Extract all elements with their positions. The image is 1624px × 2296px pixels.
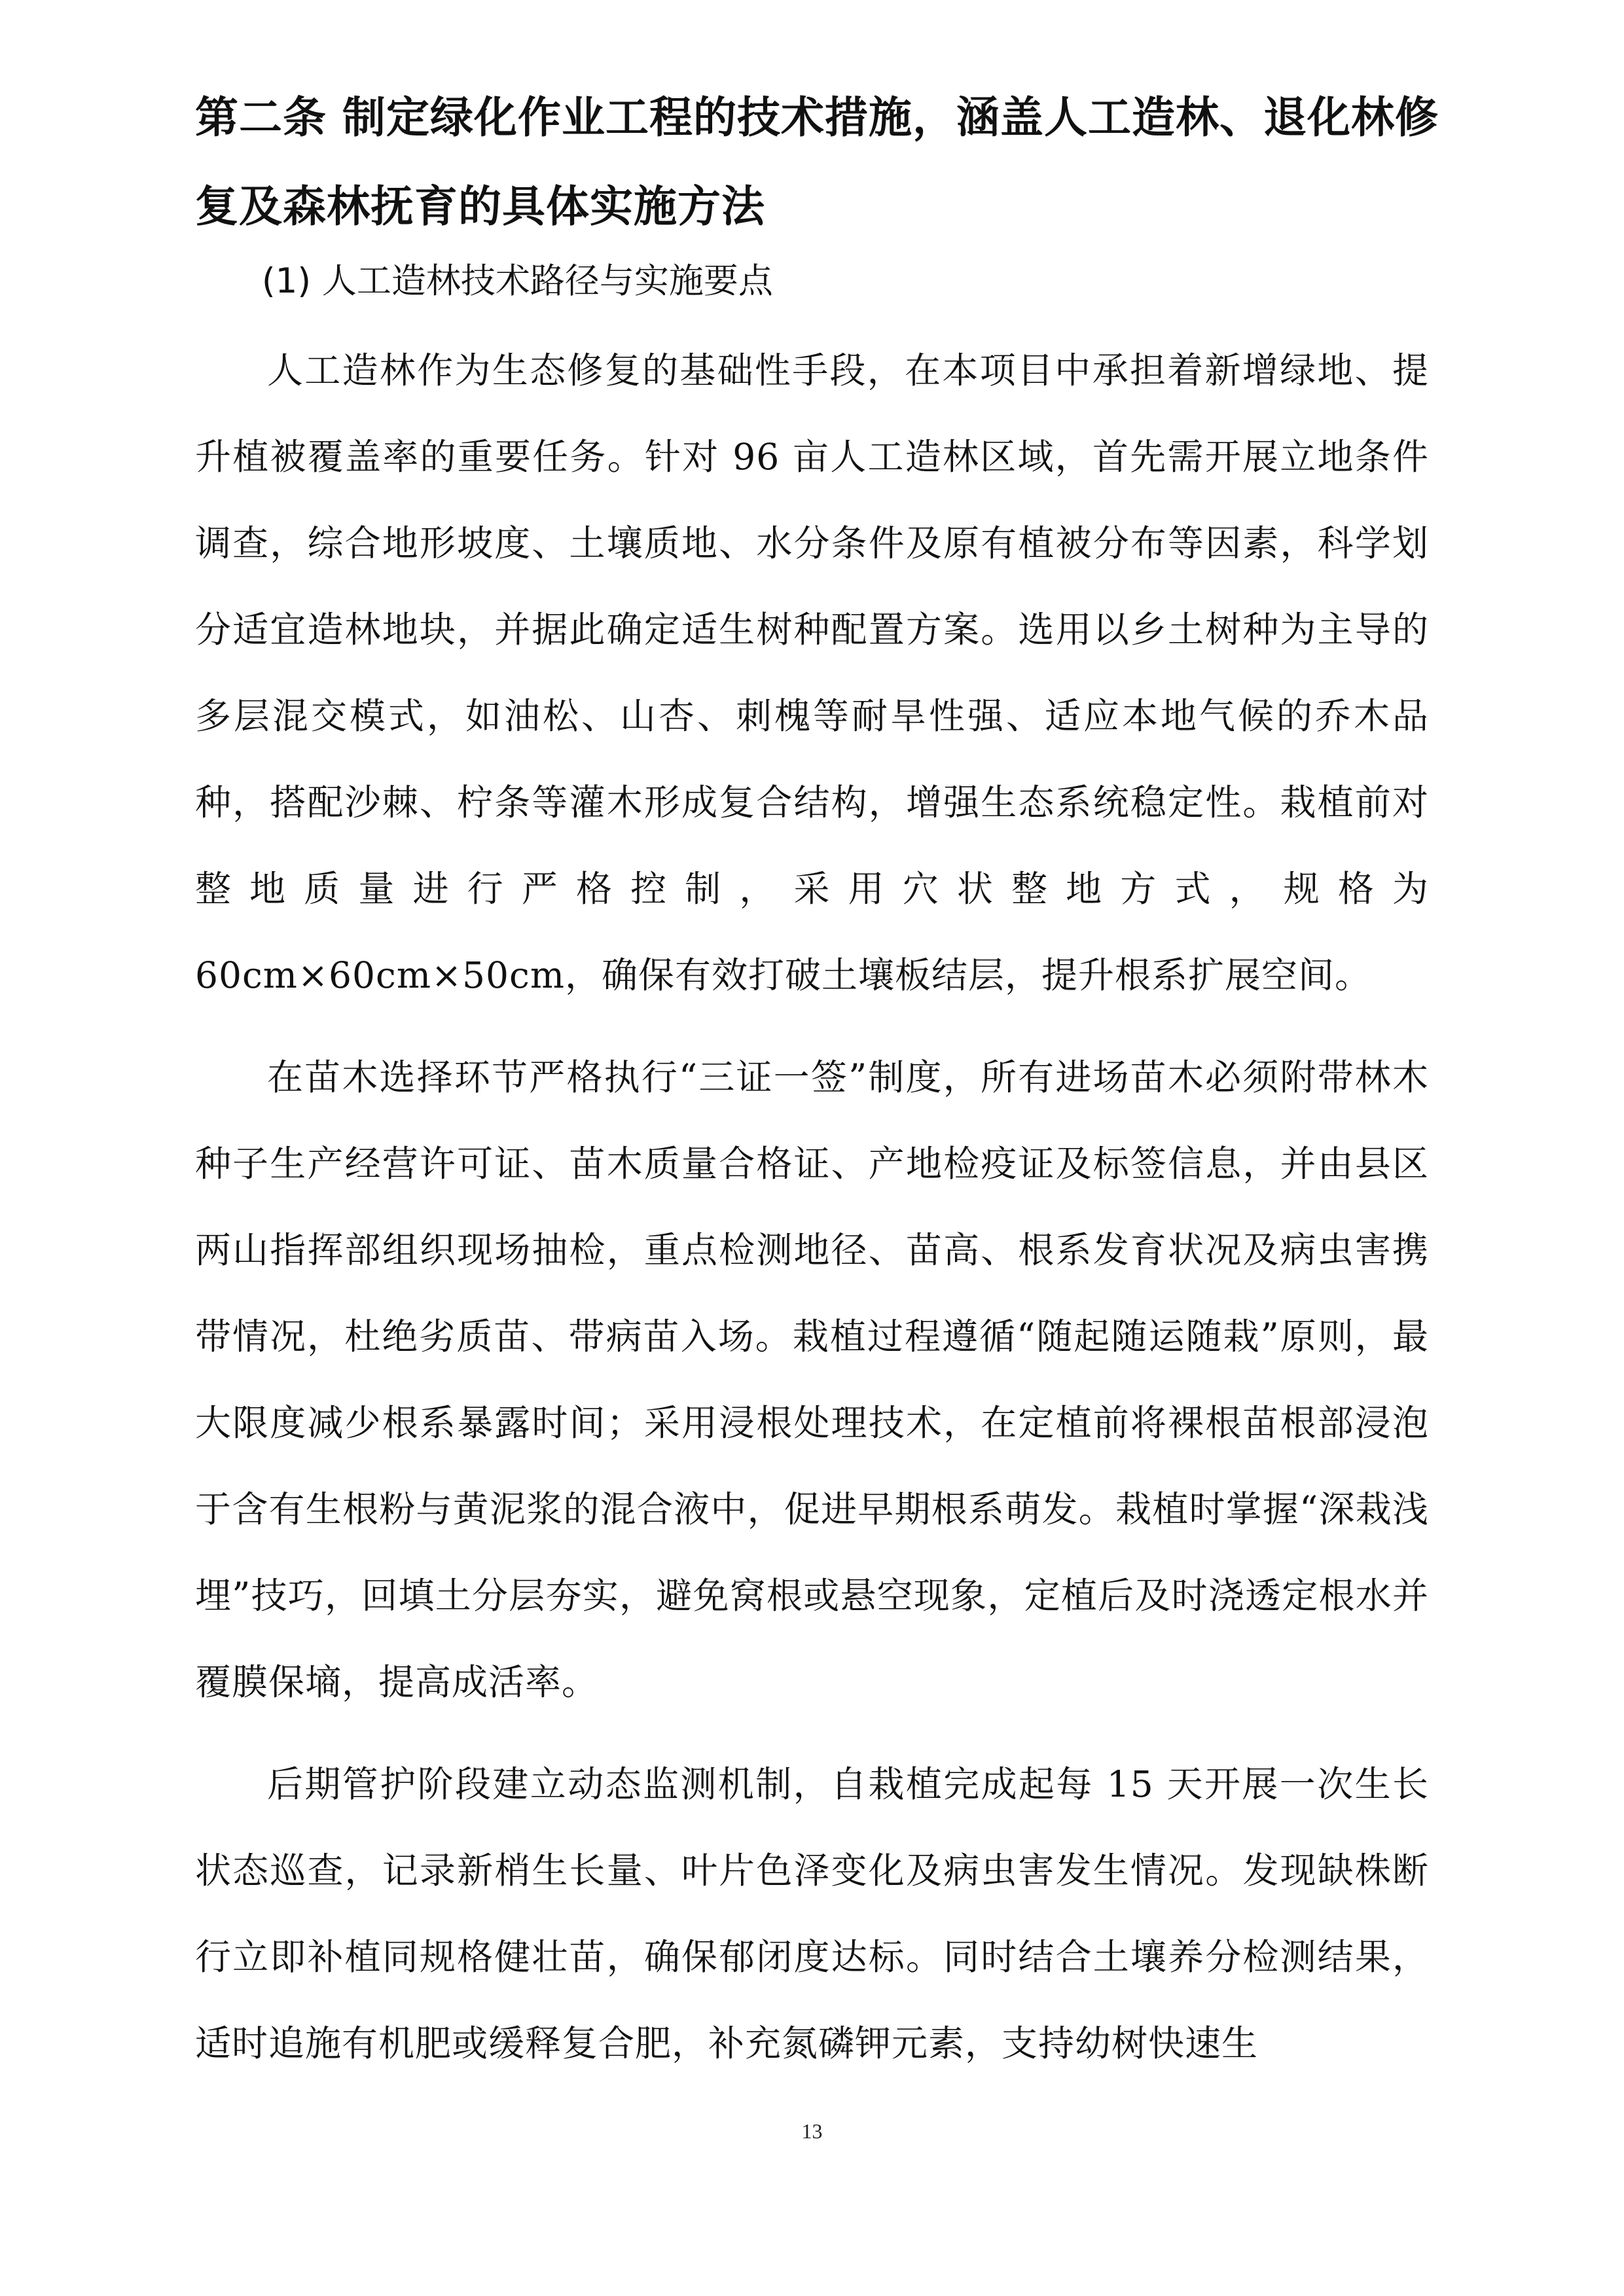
article-heading: 第二条 制定绿化作业工程的技术措施，涵盖人工造林、退化林修复及森林抚育的具体实施方法 xyxy=(195,92,1439,232)
body-text xyxy=(195,327,1429,2102)
paragraph-planting-overview: 人工造林作为生态修复的基础性手段，在本项目中承担着新增绿地、提升植被覆盖率的重要任务。针对 96 亩人工造林区域，首先需开展立地条件调查，综合地形坡度、土壤质地、水分条件及原有植被分布等因素，科学划分适宜造林地块，并据此确定适生树种配置方案。选用以乡土树种为主导的多层混交模式，如油松、山杏、刺槐等耐旱性强、适应本地气候的乔木品种，搭配沙棘、柠条等灌木形成复合结构，增强生态系统稳定性。栽植前对整地质量进行严格控制，采用穴状整地方式，规格为60cm×60cm×50cm，确保有效打破土壤板结层，提升根系扩展空间。 xyxy=(195,350,1429,996)
paragraph-seedling-selection: 在苗木选择环节严格执行“三证一签”制度，所有进场苗木必须附带林木种子生产经营许可证、苗木质量合格证、产地检疫证及标签信息，并由县区两山指挥部组织现场抽检，重点检测地径、苗高、根系发育状况及病虫害携带情况，杜绝劣质苗、带病苗入场。栽植过程遵循“随起随运随栽”原则，最大限度减少根系暴露时间；采用浸根处理技术，在定植前将裸根苗根部浸泡于含有生根粉与黄泥浆的混合液中，促进早期根系萌发。栽植时掌握“深栽浅埋”技巧，回填土分层夯实，避免窝根或悬空现象，定植后及时浇透定根水并覆膜保墒，提高成活率。 xyxy=(195,1056,1429,1703)
paragraph-maintenance: 后期管护阶段建立动态监测机制，自栽植完成起每 15 天开展一次生长状态巡查，记录新梢生长量、叶片色泽变化及病虫害发生情况。发现缺株断行立即补植同规格健壮苗，确保郁闭度达标。同时结合土壤养分检测结果，适时追施有机肥或缓释复合肥，补充氮磷钾元素，支持幼树快速生 xyxy=(195,1763,1429,2064)
page-number: 13 xyxy=(801,2119,823,2143)
section-subheading: (1) 人工造林技术路径与实施要点 xyxy=(262,261,773,301)
